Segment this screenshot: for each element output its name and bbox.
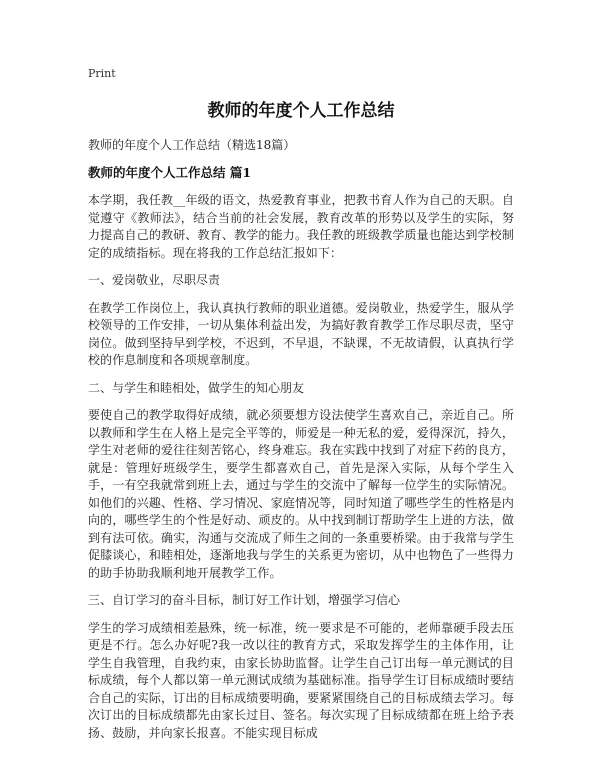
heading-1: 一、爱岗敬业，尽职尽责 [88,273,221,287]
paragraph-1: 在教学工作岗位上，我认真执行教师的职业道德。爱岗敬业，热爱学生，服从学校领导的工作安排，一切从集体利益出发，为搞好教育教学工作尽职尽责，坚守岗位。做到坚持早到学校，不迟到，不早退，不缺课，不无故请假，认真执行学校的作息制度和各项规章制度。 [88,300,514,367]
section-title: 教师的年度个人工作总结 篇1 [88,165,252,180]
heading-3: 三、自订学习的奋斗目标，制订好工作计划，增强学习信心 [88,593,401,607]
heading-2: 二、与学生和睦相处，做学生的知心朋友 [88,380,305,395]
document-page [88,66,514,752]
intro-paragraph: 本学期，我任教__年级的语文，热爱教育事业，把教书育人作为自己的天职。自觉遵守《教师法》，结合当前的社会发展，教育改革的形势以及学生的实际，努力提高自己的教研、教育、教学的能力。我任教的班级教学质量也能达到学校制定的成绩指标。现在将我的工作总结汇报如下： [88,193,514,260]
page-title: 教师的年度个人工作总结 [207,101,395,121]
paragraph-2: 要使自己的教学取得好成绩，就必须要想方设法使学生喜欢自己，亲近自己。所以教师和学生在人格上是完全平等的，师爱是一种无私的爱，爱得深沉，持久，学生对老师的爱往往刻苦铭心，终身难忘。我在实践中找到了对症下药的良方，就是：管理好班级学生，要学生都喜欢自己，首先是深入实际，从每个学生入手，一有空我就常到班上去，通过与学生的交流中了解每一位学生的实际情况。如他们的兴趣、性格、学习情况、家庭情况等，同时知道了哪些学生的性格是内向的，哪些学生的个性是好动、顽皮的。从中找到制订帮助学生上进的方法，做到有法可依。确实，沟通与交流成了师生之间的一条重要桥梁。由于我常与学生促膝谈心，和睦相处，逐渐地我与学生的关系更为密切，从中也物色了一些得力的助手协助我顺利地开展教学工作。 [88,408,514,580]
print-link[interactable]: Print [88,67,116,80]
paragraph-3: 学生的学习成绩相差悬殊，统一标准，统一要求是不可能的，老师靠硬手段去压更是不行。怎么办好呢?我一改以往的教育方式，采取发挥学生的主体作用，让学生自我管理，自我约束，由家长协助监督。让学生自己订出每一单元测试的目标成绩，每个人都以第一单元测试成绩为基础标准。指导学生订目标成绩时要结合自己的实际，订出的目标成绩要明确，要紧紧围绕自己的目标成绩去学习。每次订出的目标成绩都先由家长过目、签名。每次实现了目标成绩都在班上给予表扬、鼓励，并向家长报喜。不能实现目标成 [88,620,514,740]
document-subtitle: 教师的年度个人工作总结（精选18篇） [88,138,296,152]
